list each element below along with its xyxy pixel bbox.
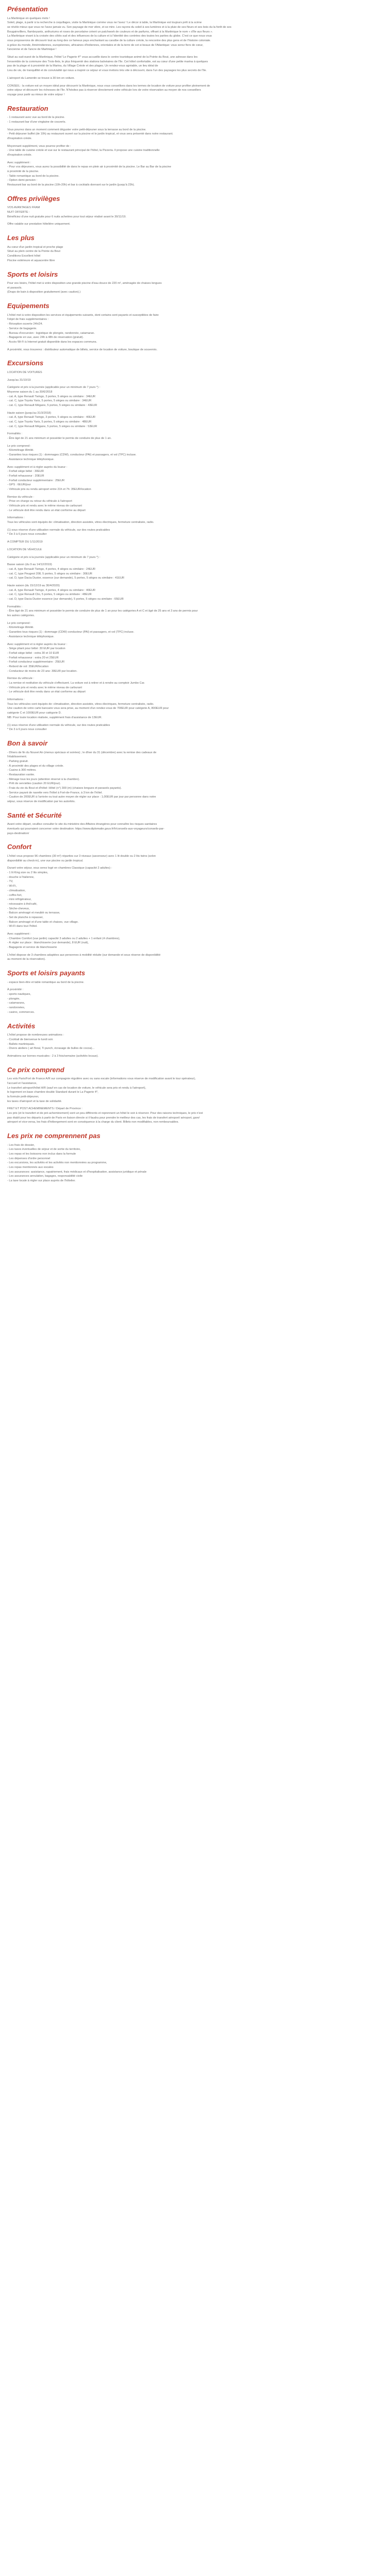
text-line: - Les assurances: assistance, rapatriement, frais médicaux et d'hospitalisation, assistance juridique et pénale (7, 1170, 147, 1174)
text-line: - cat. A, type Renault Twingo, 4 portes, 4 sièges ou similaire : 40EUR (7, 588, 95, 592)
text-line: Restaurant bar au bord de la piscine (10h-20h) et bar à cocktails donnant sur le jardin (jusqu'à 23h). (7, 183, 135, 187)
text-line: - climatisation, (7, 889, 26, 892)
section-title: Sports et loisirs (7, 270, 58, 278)
text-line: - Forfait conducteur supplémentaire : 25EUR (7, 479, 64, 482)
text-line: - Les taxes éventuelles de séjour et de sortie du territoire, (7, 1148, 81, 1151)
section-title: Santé et Sécurité (7, 811, 62, 819)
text-line: d'inspiration créole. (7, 137, 32, 140)
text-line: - À régler sur place : blanchisserie (sur demande), 8 EUR (nuit), (7, 941, 89, 945)
text-line: - 1 lit King size ou 2 lits simples, (7, 871, 48, 875)
text-line: Formalités : (7, 432, 23, 436)
text-line: se révèle mieux que vous ne l'avez jamais vu. Son paysage de mer vibre, et se mire. Les rayons du soleil à ses lumières et à la pluie de ses fleurs et ses bois du la forêt de ses (7, 25, 232, 29)
text-line: - Ménage tous les jours (attention réservé à la chambre). (7, 777, 80, 781)
section-restauration (7, 105, 384, 188)
text-line: - cat. C, type Renault Mégane, 5 portes, 5 sièges ou similaire : 43EUR (7, 403, 97, 407)
text-line: - Les frais de dossier, (7, 1143, 35, 1147)
text-line: - Les dépenses d'ordre personnel (7, 1157, 51, 1160)
text-line: - Forfait rehausseur : extra 20 et 25EUR (7, 656, 59, 659)
text-line: - Véhicule pris ou rendu aéroport entre 21h et 7h: 35EUR/location (7, 487, 91, 491)
text-line: - 1 restaurant bar d'une vingtaine de couverts. (7, 120, 66, 124)
text-line: - Cocktail de bienvenue le lundi soir. (7, 1038, 54, 1041)
text-line: Basse saison (du 9 au 14/12/2019) (7, 563, 52, 567)
section-equipements (7, 302, 384, 352)
text-line: - Accès Wi-Fi à Internet gratuit disponible dans les espaces communs. (7, 340, 97, 344)
text-line: - Véhicule pris et rendu avec le même niveau de carburant (7, 686, 82, 689)
section-bon-a-savoir (7, 739, 384, 804)
text-line: - Service de bagagerie. (7, 327, 37, 330)
text-line: Conditions Excellent hôtel (7, 255, 41, 258)
text-line: * De 3 à 6 jours nous consulter (7, 533, 47, 536)
text-line: Remise du véhicule : (7, 677, 34, 681)
text-line: pas établi pour les départs à partir de Paris en liaison directe si il faudra pour prendre le meilleur des cas, les frais de transfert aéroport/ aéroport, gare/ (7, 1116, 200, 1120)
section-excursions (7, 359, 384, 732)
text-line: - Siège pliant pour bébé: 30 EUR par location (7, 647, 66, 651)
text-line: Pour vos loisirs, l'hôtel met à votre disposition une grande piscine d'eau douce de 220 m², aménagée de chaises longues (7, 282, 162, 285)
text-line: - Casino à 300 mètres. (7, 769, 37, 772)
text-line: et parasols. (7, 286, 22, 290)
text-line: (1) sous réserve d'une utilisation normale du véhicule, sur des routes praticables (7, 723, 110, 727)
text-line: * De 3 à 6 jours nous consulter (7, 728, 47, 732)
text-line: - 1 restaurant avec vue au bord de la piscine. (7, 116, 65, 120)
text-line: L'hôtel vous propose 96 chambres (30 m²) réparties sur 3 niveaux (ascenseur) avec 1 lit double ou 2 lits twins (selon (7, 855, 156, 858)
text-line: - cat. D, type Dacia Duster, essence (sur demande), 5 portes, 5 sièges ou similaire : 41EUR (7, 577, 124, 580)
section-sports-et-loisirs-payants (7, 969, 384, 1014)
text-line: aéroport et vice-versa, les frais d'hébergement sont en conséquence à la charge du client. Billets non modifiables, non remboursables. (7, 1121, 179, 1124)
text-line: Piscine extérieure et aquacentre libre (7, 259, 55, 262)
text-line: - Réception ouverte 24h/24. (7, 323, 43, 326)
section-title: Confort (7, 843, 31, 851)
text-line: - Kilométrage illimité. (7, 449, 34, 452)
document (0, 0, 391, 1201)
text-line: l'ancienne et de l'ancre de Martinique ! (7, 48, 57, 52)
text-line: - Assistance technique téléphonique. (7, 457, 55, 461)
text-line: séjour, sous réserve de modification par les autorités. (7, 800, 76, 804)
text-line: pas de la plage et à proximité de la Marina, du Village Créole et des plages. Un rendez-vous agréable, un lieu idéal de (7, 64, 158, 68)
text-line: votre séjour et découvrir les richesses de l'île. N'hésitez pas à réserver directement votre véhicule lors de votre réservation au moyen de nos conseillers (7, 89, 201, 92)
text-line: d'inspiration créole. (7, 154, 32, 157)
text-line: - Forfait conducteur supplémentaire : 25EUR (7, 660, 64, 664)
text-line: - La taxe locale à régler sur place auprès de l'hôtelier. (7, 1179, 76, 1183)
text-line: - cat. C, type Peugeot 208, 5 portes, 5 sièges ou similaire : 30EUR (7, 572, 92, 575)
text-line: - Les excursions, les activités et les activités non mentionnées au programme, (7, 1161, 107, 1165)
text-line: Soleil, plage, à partir à la recherche à coquillages, visite la Martinique comme vous ne l'avez ! Le décor à table, la Martinique est toujours prêt à la scène (7, 21, 202, 25)
text-line: Informations : (7, 516, 25, 520)
text-line: - cat. A, type Renault Twingo, 3 portes, 5 sièges ou similaire : 34EUR (7, 395, 95, 398)
text-line: vous proposerons de découvrir tout au long des ce fameux pays enchantant au caraïbe de la culture créole, la rencontre des plus gens et de l'histoire coloniale. (7, 39, 211, 43)
text-line: L'hôtel dispose de 3 chambres adaptées aux personnes à mobilité réduite (sur demande et sous réserve de disponibilité (7, 953, 161, 957)
text-line: Moyennant supplément, vous pourrez profiter de : (7, 144, 71, 148)
section-presentation (7, 5, 384, 97)
text-line: - Wi-Fi dans tout l'hôtel. (7, 925, 38, 928)
text-line: Avec supplément et à régler auprès du loueur : (7, 642, 68, 646)
text-line: - Forfait rehausseur : 20EUR (7, 474, 44, 478)
text-line: l'établissement. (7, 755, 27, 759)
text-line: - douche à l'italienne, (7, 875, 35, 879)
text-line: - Assistance technique téléphonique. (7, 635, 55, 638)
text-line: - randonnées, (7, 1006, 25, 1010)
section-sports-et-loisirs (7, 270, 384, 295)
text-line: Bénéficiez d'une nuit gratuite pour 6 nuits achetées pour tout séjour réalisé avant le 30/11/19. (7, 215, 126, 218)
text-line: La Martinique vivant à la croisée des côtés sud et des influences de la culture et à l'identité des contrées des toutes les parties du globe. C'est ce que nous vous (7, 35, 212, 38)
text-line: Offre valable sur prestation hôtelière uniquement. (7, 223, 71, 226)
text-line: - Conducteur de moins de 23 ans: 30EUR par location. (7, 669, 77, 673)
text-line: au moment de la réservation). (7, 958, 46, 961)
text-line: - mini réfrigérateur, (7, 898, 31, 902)
section-offres-privileges (7, 195, 384, 227)
text-line: - sports nautiques, (7, 993, 31, 996)
section-sante-et-securite (7, 811, 384, 836)
section-title: Offres privilèges (7, 194, 60, 202)
text-line: - Véhicule pris et rendu avec le même niveau de carburant (7, 504, 82, 508)
text-line: - Chambre Comfort (vue jardin) capacité 3 adultes ou 2 adultes + 1 enfant (4 chambres), (7, 937, 120, 940)
text-line: éventuels qui pourraient concerner votre destination: https://www.diplomatie.gouv.fr/fr/conseils-aux-voyageurs/conseils-par- (7, 827, 165, 831)
text-line: Situé au sud-ouest de la Martinique, l'hôtel 'Le Pagerie 4*' vous accueille dans le centre touristique animé de la Pointe du Bout, une adresse dans les (7, 56, 198, 59)
text-line: LOCATION DE VOITURES (7, 370, 42, 374)
text-line: - Frais du vie du Bout et d'hôtel: Hôtel (n°) 300 (m) (chaises longues et parasols payants). (7, 787, 122, 790)
text-line: - Divers ateliers ( art floral, Ti punch, écrasage de bulles de cocoa)... (7, 1047, 95, 1050)
text-line: - Forfait siège bébé : extra 30 et 10 EUR (7, 651, 59, 655)
section-title: Les plus (7, 234, 35, 242)
text-line: L'hôtel propose de nombreuses animations : (7, 1033, 64, 1037)
text-line: - cat. A, type Renault Twingo, 3 portes, 5 sièges ou similaire : 40EUR (7, 416, 95, 419)
text-line: - cat. C, type Toyota Yaris, 5 portes, 5 sièges ou similaire : 34EUR (7, 399, 92, 403)
text-line: - Balcon aménagé et d'une table et chaises, vue village. (7, 920, 79, 924)
text-line: NUIT OFFERTE : (7, 211, 30, 214)
text-line: FRET ET POST ACHEMINEMENTS / Départ de Province : (7, 1107, 83, 1111)
text-line: Avec supplément : (7, 161, 31, 164)
text-line: Durant votre séjour, vous serez logé en chambres Classique (capacité 2 adultes) : (7, 867, 112, 870)
text-line: - Kilométrage illimité. (7, 626, 34, 630)
text-line: (1) sous réserve d'une utilisation normale du véhicule, sur des routes praticables (7, 528, 110, 532)
text-line: - À proximité des plages et du village créole. (7, 764, 64, 768)
section-ce-prix-comprend (7, 1066, 384, 1125)
text-line: - Être âgé de 21 ans minimum et posséder le permis de conduire de plus de 1 an pour les catégories A et C et âgé de 25 ans et 3 ans de permis pour (7, 609, 198, 613)
text-line: - coffre-fort, (7, 893, 22, 897)
text-line: A COMPTER DU 1/11/2019 (7, 540, 43, 544)
text-line: - Option demi-pension : (7, 179, 38, 182)
text-line: Tous les véhicules sont équipés de: climatisation, direction assistée, vitres électriques, fermeture centralisée, radio. (7, 702, 154, 706)
text-line: - Garanties tous risques (1) : dommage (CDW) conducteur (PAI) et passagers, et vol (TPC) incluse. (7, 631, 135, 634)
section-title: Activités (7, 1022, 36, 1030)
text-line: voyage pour partir au mieux de votre séjour ! (7, 93, 65, 96)
text-line: L'aéroport du Lamentin se trouve à 30 km en voiture. (7, 76, 75, 80)
text-line: Moyenne saison du 1 au 30/6/2018 (7, 390, 53, 394)
text-line: Vous pourrez dans un moment comment déguster votre petit-déjeuner sous la terrasse au bord de la piscine. (7, 128, 146, 131)
text-line: - Parking gratuit. (7, 759, 29, 763)
text-line: Catégorie et prix à la journée (applicable pour un minimum de 7 jours *) : (7, 555, 101, 559)
text-line: Le transfert aéroport/hôtel A/R (sauf en cas de location de voiture, le véhicule sera pris et rendu à l'aéroport), (7, 1086, 146, 1090)
text-line: - Balcon aménagé et meublé ou terrasse, (7, 911, 60, 915)
text-line: - Bagagerie en vue, avec 24h à 48h de réservation (gratuit). (7, 336, 84, 340)
text-line: L'hôtel met à votre disposition les services et équipements suivants, dont certains sont payants et susceptibles de faire (7, 313, 159, 317)
text-line: - Forfait siège bébé : 30EUR (7, 470, 44, 473)
text-line: l'ensemble de la commune des Trois-Ilets, le plus fréquenté des stations balnéaires de l'île. Cet hôtel confortable, est au cœur d'une petite marina à quelques (7, 60, 208, 63)
text-line: - Sèche-cheveux, (7, 907, 30, 910)
text-line: - Être âgé de 21 ans minimum et posséder le permis de conduire de plus de 1 an. (7, 437, 112, 440)
text-line: Avant votre départ, veuillez consulter le site du ministère des Affaires étrangères pour connaître les risques sanitaires (7, 823, 157, 826)
text-line: - Service payant de navette vers l'hôtel à Fort-de-France, à 3 km de l'hôtel. (7, 791, 103, 794)
text-line: disponibilité au check-in), une vue piscine ou jardin tropical. (7, 859, 84, 862)
text-line: - cat. A, type Renault Twingo, 4 portes, 4 sièges ou similaire : 24EUR (7, 567, 95, 571)
text-line: pays-destination/ (7, 832, 29, 835)
section-activites (7, 1022, 384, 1059)
section-title: Excursions (7, 359, 44, 367)
section-les-prix-ne-comprennent-pas (7, 1132, 384, 1183)
section-les-plus (7, 234, 384, 263)
text-line: Avec supplément : (7, 933, 31, 936)
section-title: Restauration (7, 104, 48, 112)
section-title: Equipements (7, 302, 50, 310)
text-line: - TV, (7, 880, 13, 884)
section-title: Les prix ne comprennent pas (7, 1132, 101, 1140)
text-line: - Les assurances annulation, bagages, responsabilité civile (7, 1175, 83, 1178)
text-line: - Prise en charge ou retour du véhicule à l'aéroport (7, 500, 72, 503)
text-line: Au cœur d'un jardin tropical et proche plage (7, 245, 63, 249)
text-line: - Les repas mentionnés aux escales (7, 1166, 54, 1170)
text-line: Avec supplément et à régler auprès du loueur : (7, 465, 68, 469)
text-line: à proximité de la piscine. (7, 170, 39, 174)
text-line: - Set de planche à repasser, (7, 916, 43, 919)
text-line: l'accueil et l'assistance, (7, 1081, 37, 1085)
text-line: - plongée, (7, 997, 20, 1001)
text-line: - catamarans, (7, 1002, 25, 1005)
text-line: VOS AVANTAGES FRAM (7, 206, 40, 210)
text-line: Informations : (7, 698, 25, 702)
text-line: - Petit déjeuner buffet (de 10h) au restaurant ouvert sur la piscine et le jardin tropical, et vous sera présenté dans notre restaurant. (7, 132, 173, 136)
section-title: Présentation (7, 5, 48, 13)
text-line: - cat. C, type Toyota Yaris, 5 portes, 5 sièges ou similaire : 48EUR (7, 420, 92, 424)
text-line: - nécessaire à thé/café, (7, 902, 38, 906)
text-line: - espace bien-être et table romantique au bord de la piscine. (7, 980, 85, 984)
text-line: Le prix comprend : (7, 621, 31, 625)
text-line: Remise du véhicule : (7, 495, 34, 499)
text-line: La Martinique en quelques mots ! (7, 16, 50, 20)
section-confort (7, 843, 384, 962)
text-line: - Wi-Fi, (7, 885, 17, 888)
text-line: - casino, commerces. (7, 1010, 35, 1014)
text-line: Les vols Paris/Fort de France A/R sur compagnie régulière avec ou sans escale (informations vous réserve de modification avant le tour opérateur), (7, 1077, 196, 1081)
text-line: l'objet de frais supplémentaires : (7, 318, 49, 321)
text-line: - Garanties tous risques (1) : dommages (CDW), conducteur (PAI) et passagers, et vol (TPC) incluse. (7, 453, 137, 457)
text-line: (Draps de bain à disposition gratuitement (avec caution).) (7, 291, 81, 294)
text-line: CONSEIL : la voiture est un moyen idéal pour découvrir la Martinique, nous vous conseillons dans les termes de location de voiture pour profiter pleinement de (7, 84, 210, 88)
text-line: - GPS : 6EUR/jour (7, 483, 31, 487)
text-line: Tous les véhicules sont équipés de: climatisation, direction assistée, vitres électriques, fermeture centralisée, radio. (7, 521, 154, 524)
text-line: - Restauration variée. (7, 773, 35, 776)
text-line: LOCATION DE VÉHICULE (7, 548, 42, 551)
text-line: Formalités : (7, 605, 23, 608)
text-line: - Les repas et les boissons non inclus dans la formule (7, 1153, 76, 1156)
text-line: - Rebord de vol: 35EUR/location (7, 665, 49, 668)
text-line: Haute saison (jusqu'au 31/3/2018) (7, 411, 52, 415)
text-line: Jusqu'au 31/10/19 (7, 378, 31, 382)
section-title: Ce prix comprend (7, 1065, 64, 1074)
text-line: - cat. C, type Renault Clio, 5 portes, 5 sièges ou similaire : 48EUR (7, 593, 92, 597)
text-line: Situé au plein centre de la Pointe du Bout (7, 250, 60, 253)
text-line: - Une table de cuisine créole et vue sur le restaurant principal de l'hôtel, la Pizzeria. Il propose une cuisine traditionnelle (7, 149, 160, 152)
text-line: - Prêt de serviettes (caution 20 EUR/jour). (7, 782, 61, 786)
text-line: À proximité : (7, 988, 24, 992)
text-line: - Dîners de fin du Nouvel An (menus spéciaux et soirées) ; le dîner du 31 (décembre) avec la remise des cadeaux de (7, 751, 157, 754)
text-line: Les prix (et le transfert et de pré-acheminement) sont un peu différents et reprennent un hôtel le soir à réserver. Pour des raisons techniques, le prix n'est (7, 1111, 203, 1115)
text-line: - cat. D, type Dacia Duster essence (sur demande), 5 portes, 5 sièges ou similaire : 65EUR (7, 598, 124, 601)
text-line: Le prix comprend : (7, 444, 31, 448)
text-line: les taxes d'aéroport et la taxe de solidarité. (7, 1099, 62, 1103)
text-line: - La remise et restitution du véhicule s'effectuent. La voiture est à retirer et à rendre au comptoir Jumbo Car. (7, 682, 145, 685)
text-line: à grâce du monde, Amérindiennes, européennes, africaines d'Indiennes, orientales et de la terre de cet si beaux de l'Atlantique: vous serez fiers de cœur, (7, 43, 203, 47)
text-line: - Table romantique au bord de la piscine. (7, 174, 59, 178)
text-line: catégorie C et 1000EUR pour catégorie D. (7, 711, 62, 715)
text-line: Haute saison (du 15/12/19 au 30/4/2020) (7, 584, 60, 587)
text-line: les autres catégories. (7, 614, 35, 618)
text-line: le logement en base chambre double Standard durant le La Pagerie 4*, (7, 1091, 99, 1094)
text-line: Catégorie et prix à la journée (applicable pour un minimum de 7 jours *) : (7, 386, 101, 389)
text-line: - cat. C, type Renault Mégane, 5 portes, 5 sièges ou similaire : 53EUR (7, 425, 97, 428)
text-line: Animations sur bornes musicales : 2 à 3 fois/semaine (activités locaux). (7, 1054, 99, 1058)
text-line: - Bureau d'excursion : logistique de plongée, randonnée, catamaran. (7, 331, 95, 335)
text-line: la formule petit-déjeuner, (7, 1095, 39, 1098)
text-line: - Caution de 200EUR à l'arrivée ou tout autre moyen de régler sur place : 1,00EUR par jour par personne dans notre (7, 795, 156, 799)
text-line: - Le véhicule doit être rendu dans un état conforme au départ (7, 690, 86, 694)
text-line: Une caution de votre carte bancaire vous sera prise, au moment d'un rendez-vous de 700EUR pour catégorie A, 800EUR pour (7, 707, 169, 710)
text-line: - Bagagerie et service de blanchisserie (7, 946, 57, 950)
section-title: Sports et loisirs payants (7, 969, 85, 977)
text-line: NB: Pour toute location réalisée, supplément frais d'assistance de 13EUR. (7, 716, 102, 719)
text-line: - Pour vos déjeuners, vous aurez la possibilité de dans le repas en plein air à proximité de la piscine. Le Bar au Bar de la piscine (7, 165, 171, 169)
text-line: Lieu de vie, de tranquillité et de convivialité qui nous a inspiré ce séjour et vous invitons très vite à découvrir, dans l'un des paysages les plus secrets de l'île. (7, 69, 207, 73)
text-line: - Ballets martiniquais. (7, 1042, 35, 1046)
text-line: Bougainvilliers, flamboyants, anthuriums et roses de porcelaine créent un patchwork de couleurs et de parfums, offrant à la Martinique le nom « d'île aux fleurs ». (7, 30, 213, 33)
section-title: Bon à savoir (7, 739, 48, 747)
text-line: À proximité, vous trouverez : distributeur automatique de billets, service de location de voiture, boutique de souvenirs. (7, 348, 158, 351)
text-line: - Le véhicule doit être rendu dans un état conforme au départ (7, 509, 86, 512)
